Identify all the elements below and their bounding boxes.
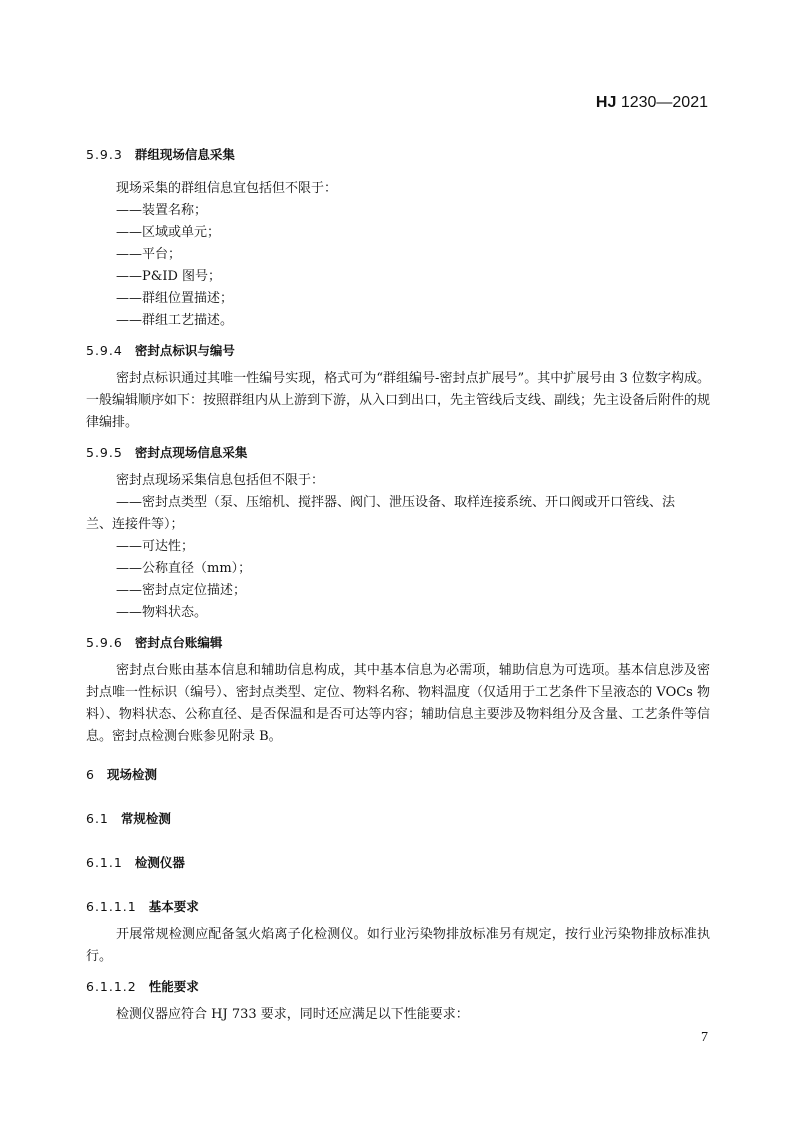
section-title: 群组现场信息采集 <box>134 147 235 162</box>
paragraph: 密封点台账由基本信息和辅助信息构成，其中基本信息为必需项，辅助信息为可选项。基本信息涉及密封点唯一性标识（编号）、密封点类型、定位、物料名称、物料温度（仅适用于工艺条件下呈液态的 VOCs 物料）、物料状态、公称直径、是否保温和是否可达等内容；辅助信息主要涉及物料组分及含量、工艺条件等信息。密封点检测台账参见附录 B。 <box>86 663 710 744</box>
paragraph: 检测仪器应符合 HJ 733 要求，同时还应满足以下性能要求： <box>116 1007 469 1022</box>
section-number: 6.1.1.2 <box>86 979 137 994</box>
section-title: 性能要求 <box>148 979 199 994</box>
seal-point-info-list <box>86 470 710 624</box>
section-number: 6.1.1.1 <box>86 899 137 914</box>
section-title: 密封点标识与编号 <box>134 343 235 358</box>
list-item: ——区域或单元； <box>116 225 221 240</box>
list-item: ——群组位置描述； <box>116 291 234 306</box>
list-item: ——密封点类型（泵、压缩机、搅拌器、阀门、泄压设备、取样连接系统、开口阀或开口管线、法 <box>116 495 676 510</box>
list-item: ——物料状态。 <box>116 605 208 620</box>
paragraph: 密封点标识通过其唯一性编号实现，格式可为“群组编号-密封点扩展号”。其中扩展号由 3 位数字构成。一般编辑顺序如下：按照群组内从上游到下游，从入口到出口，先主管线后支线、副线；先主设备后附件的规律编排。 <box>86 371 711 430</box>
section-title: 现场检测 <box>106 767 157 782</box>
section-title: 密封点现场信息采集 <box>134 445 248 460</box>
list-item: ——公称直径（mm）； <box>116 561 252 576</box>
heading-6 <box>86 766 710 784</box>
heading-5-9-5 <box>86 444 710 462</box>
list-intro: 密封点现场采集信息包括但不限于： <box>116 473 325 488</box>
section-title: 检测仪器 <box>134 855 185 870</box>
page-number: 7 <box>701 1030 708 1045</box>
heading-5-9-3 <box>86 146 710 164</box>
section-number: 5.9.4 <box>86 343 123 358</box>
section-number: 6.1 <box>86 811 109 826</box>
standard-code-prefix: HJ <box>595 94 617 111</box>
heading-6-1 <box>86 810 710 828</box>
section-number: 5.9.6 <box>86 635 123 650</box>
section-title: 常规检测 <box>120 811 171 826</box>
list-item: ——P&ID 图号； <box>116 269 222 284</box>
section-number: 6.1.1 <box>86 855 123 870</box>
section-number: 6 <box>86 767 95 782</box>
paragraph: 开展常规检测应配备氢火焰离子化检测仪。如行业污染物排放标准另有规定，按行业污染物排放标准执行。 <box>86 927 710 964</box>
heading-5-9-6 <box>86 634 710 652</box>
list-item: ——平台； <box>116 247 182 262</box>
section-number: 5.9.5 <box>86 445 123 460</box>
list-item: ——群组工艺描述。 <box>116 313 234 328</box>
heading-6-1-1-2 <box>86 978 710 996</box>
section-number: 5.9.3 <box>86 147 123 162</box>
heading-5-9-4 <box>86 342 710 360</box>
list-item: ——装置名称； <box>116 203 208 218</box>
section-title: 密封点台账编辑 <box>134 635 223 650</box>
list-item: ——密封点定位描述； <box>116 583 247 598</box>
standard-code-number: 1230—2021 <box>620 94 708 111</box>
list-item-continuation: 兰、连接件等）； <box>86 517 184 532</box>
group-info-list <box>86 178 710 332</box>
section-title: 基本要求 <box>148 899 199 914</box>
standard-code-header <box>596 94 708 112</box>
list-item: ——可达性； <box>116 539 195 554</box>
heading-6-1-1-1 <box>86 898 710 916</box>
document-body <box>86 146 710 1026</box>
heading-6-1-1 <box>86 854 710 872</box>
list-intro: 现场采集的群组信息宜包括但不限于： <box>116 181 338 196</box>
